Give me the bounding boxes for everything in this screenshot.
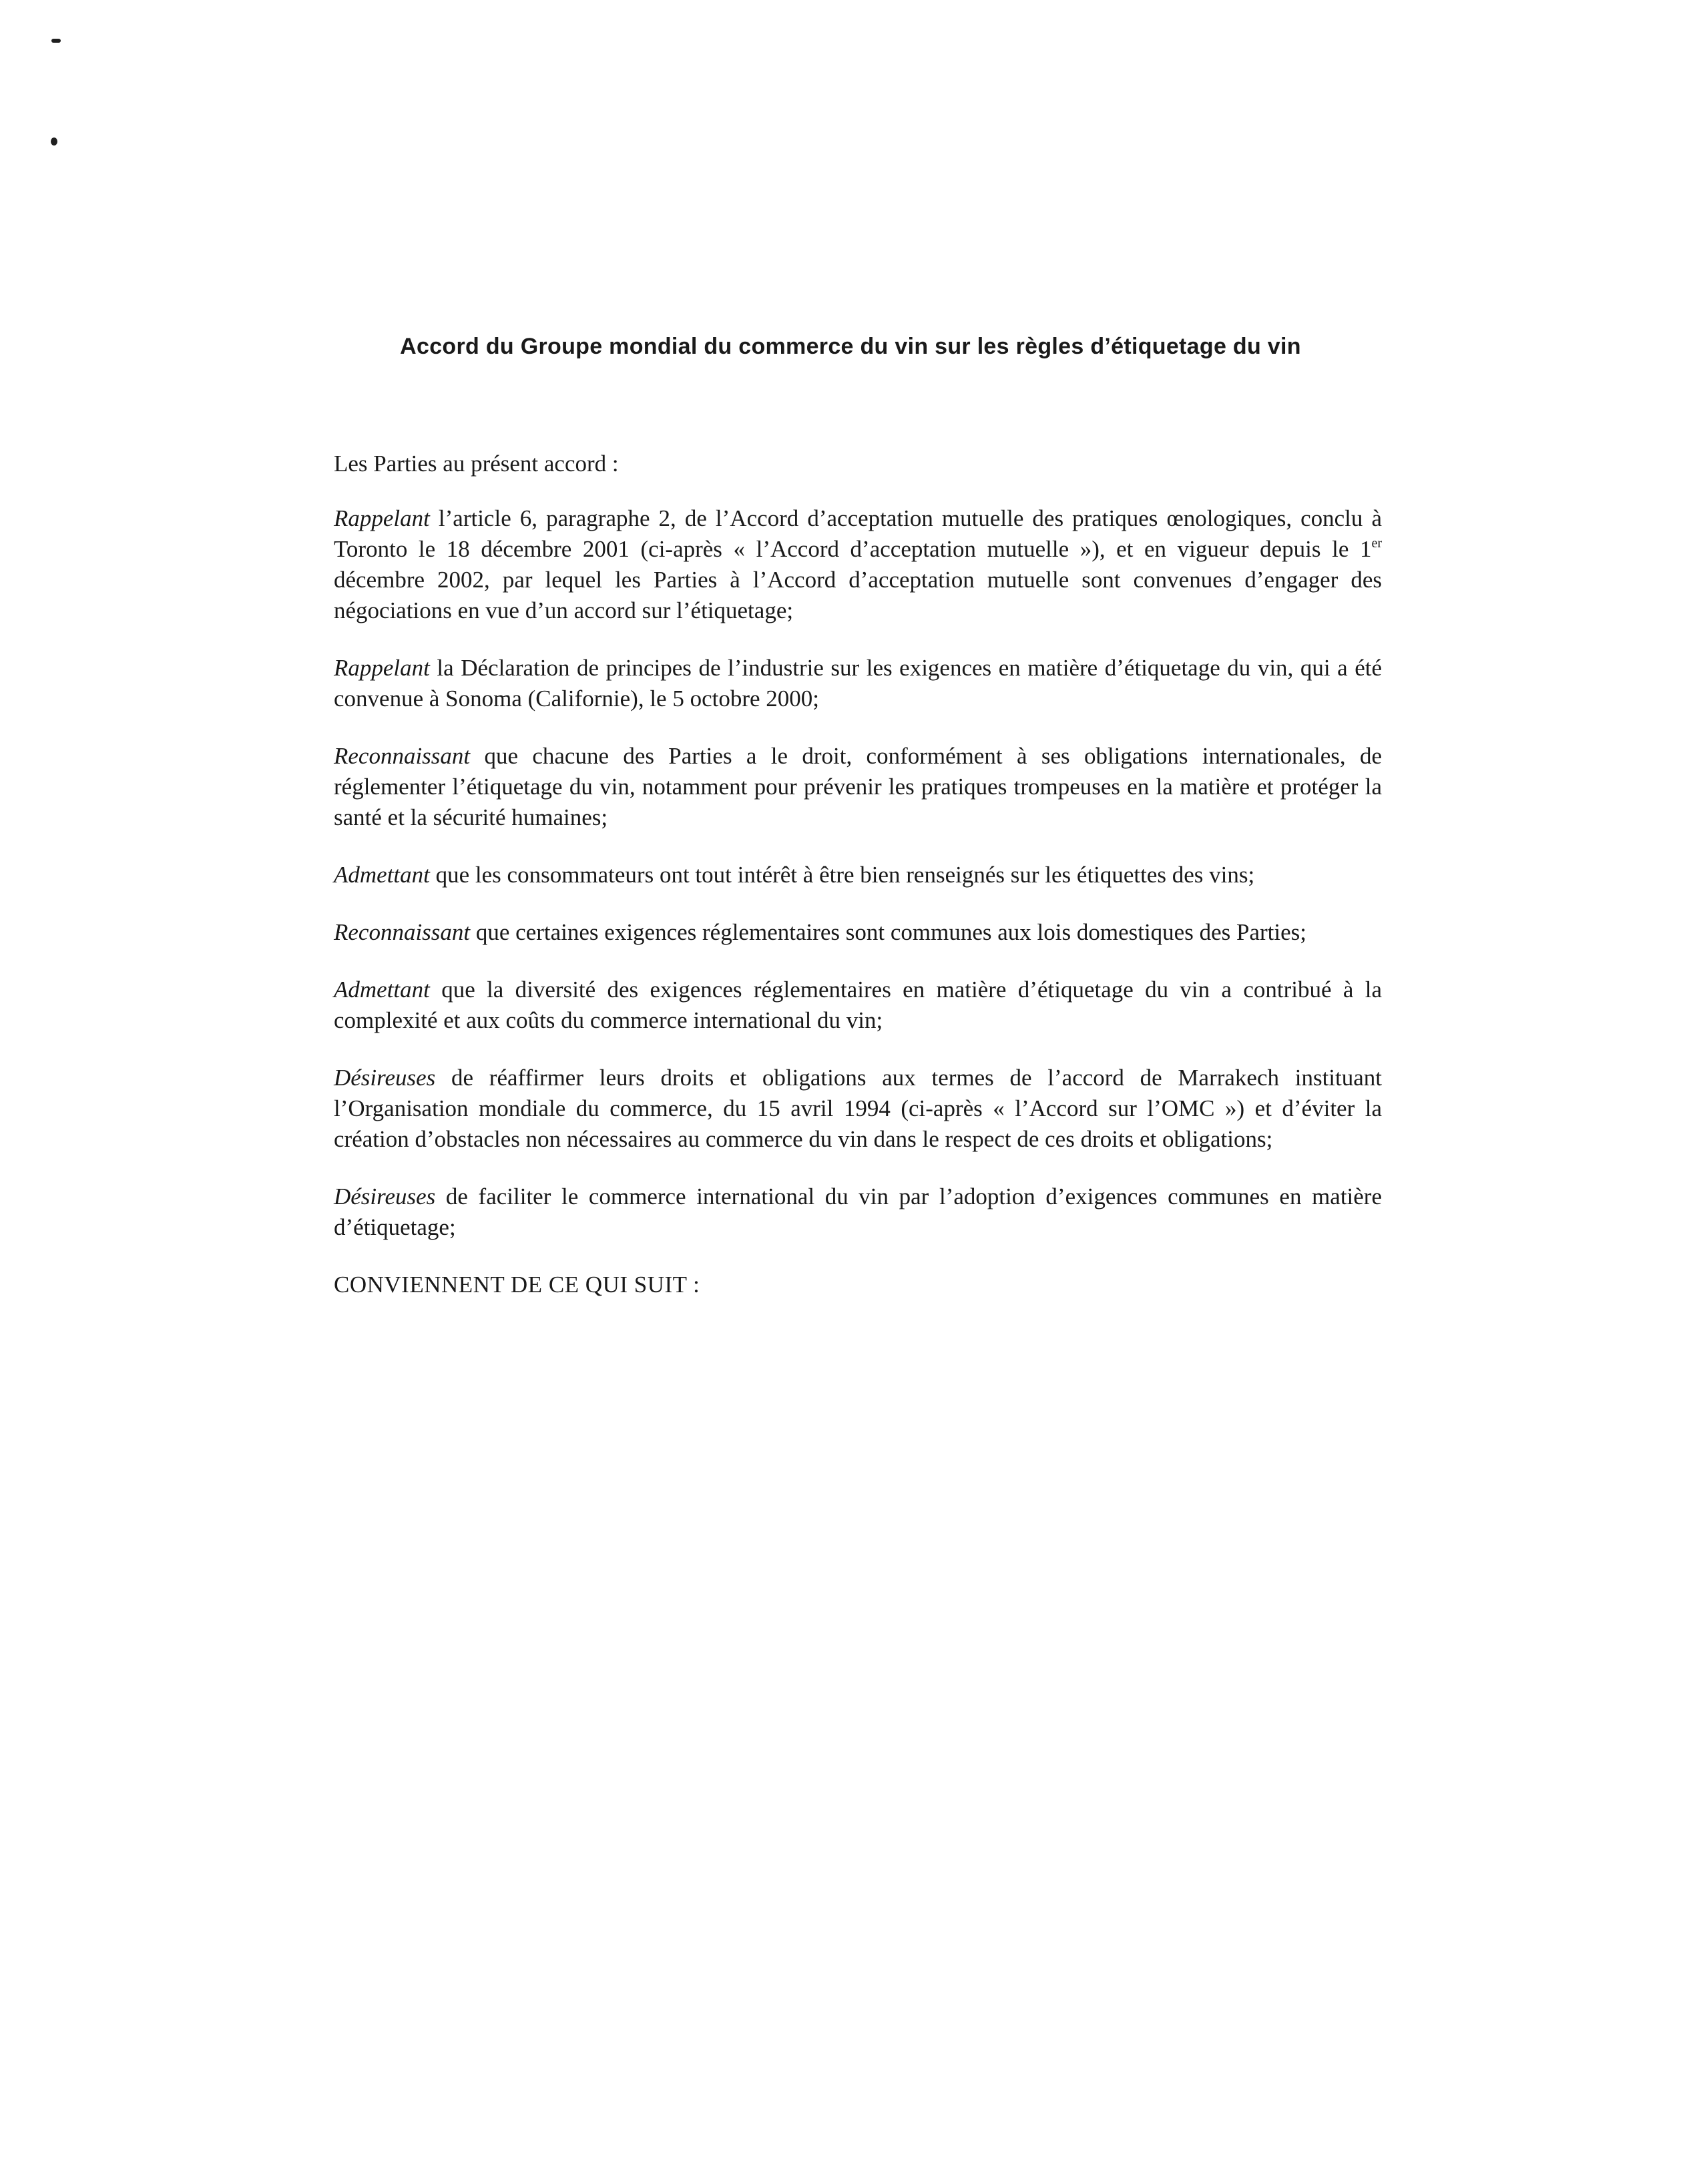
ordinal-superscript: er	[1371, 536, 1382, 551]
document-title: Accord du Groupe mondial du commerce du vin sur les règles d’étiquetage du vin	[400, 334, 1301, 359]
recital-paragraph	[334, 975, 1382, 1036]
scan-speck	[51, 39, 61, 43]
recital-lead: Reconnaissant	[334, 919, 471, 945]
closing-line: CONVIENNENT DE CE QUI SUIT :	[334, 1272, 700, 1298]
recital-lead: Désireuses	[334, 1065, 436, 1091]
recital-paragraph	[334, 1063, 1382, 1155]
recital-lead: Rappelant	[334, 505, 430, 531]
recital-text: que certaines exigences réglementaires sont communes aux lois domestiques des Parties;	[470, 919, 1306, 945]
recital-paragraph	[334, 653, 1382, 714]
recital-text: de réaffirmer leurs droits et obligations aux termes de l’accord de Marrakech instituant l’Organisation mondiale du commerce, du 15 avril 1994 (ci-après « l’Accord sur l’OMC ») et d’éviter la création d’obstacles non nécessaires au commerce du vin dans le respect de ces droits et obligations;	[334, 1065, 1382, 1152]
recital-paragraph	[334, 503, 1382, 626]
recital-paragraph	[334, 741, 1382, 833]
recital-text: la Déclaration de principes de l’industrie sur les exigences en matière d’étiquetage du vin, qui a été convenue à Sonoma (Californie), le 5 octobre 2000;	[334, 655, 1382, 712]
recital-paragraph	[334, 860, 1382, 890]
recital-text: que la diversité des exigences réglementaires en matière d’étiquetage du vin a contribué à la complexité et aux coûts du commerce international du vin;	[334, 977, 1382, 1033]
scan-speck	[51, 138, 57, 146]
document-body	[334, 449, 1382, 1327]
intro-line: Les Parties au présent accord :	[334, 451, 619, 477]
recital-text: l’article 6, paragraphe 2, de l’Accord d’acceptation mutuelle des pratiques œnologiques, conclu à Toronto le 18 décembre 2001 (ci-après « l’Accord d’acceptation mutuelle »), et en vigueur depuis le 1	[334, 505, 1382, 562]
recital-lead: Admettant	[334, 862, 430, 888]
recital-text: que chacune des Parties a le droit, conformément à ses obligations internationales, de réglementer l’étiquetage du vin, notamment pour prévenir les pratiques trompeuses en la matière et protéger la santé et la sécurité humaines;	[334, 743, 1382, 830]
recital-text: décembre 2002, par lequel les Parties à l’Accord d’acceptation mutuelle sont convenues d’engager des négociations en vue d’un accord sur l’étiquetage;	[334, 567, 1382, 623]
recital-text: que les consommateurs ont tout intérêt à être bien renseignés sur les étiquettes des vins;	[429, 862, 1255, 888]
recital-lead: Désireuses	[334, 1183, 436, 1209]
recital-lead: Admettant	[334, 977, 430, 1003]
recital-paragraph	[334, 1181, 1382, 1243]
recital-text: de faciliter le commerce international du vin par l’adoption d’exigences communes en matière d’étiquetage;	[334, 1183, 1382, 1240]
recital-paragraph	[334, 917, 1382, 948]
recital-lead: Reconnaissant	[334, 743, 471, 769]
recital-lead: Rappelant	[334, 655, 430, 681]
